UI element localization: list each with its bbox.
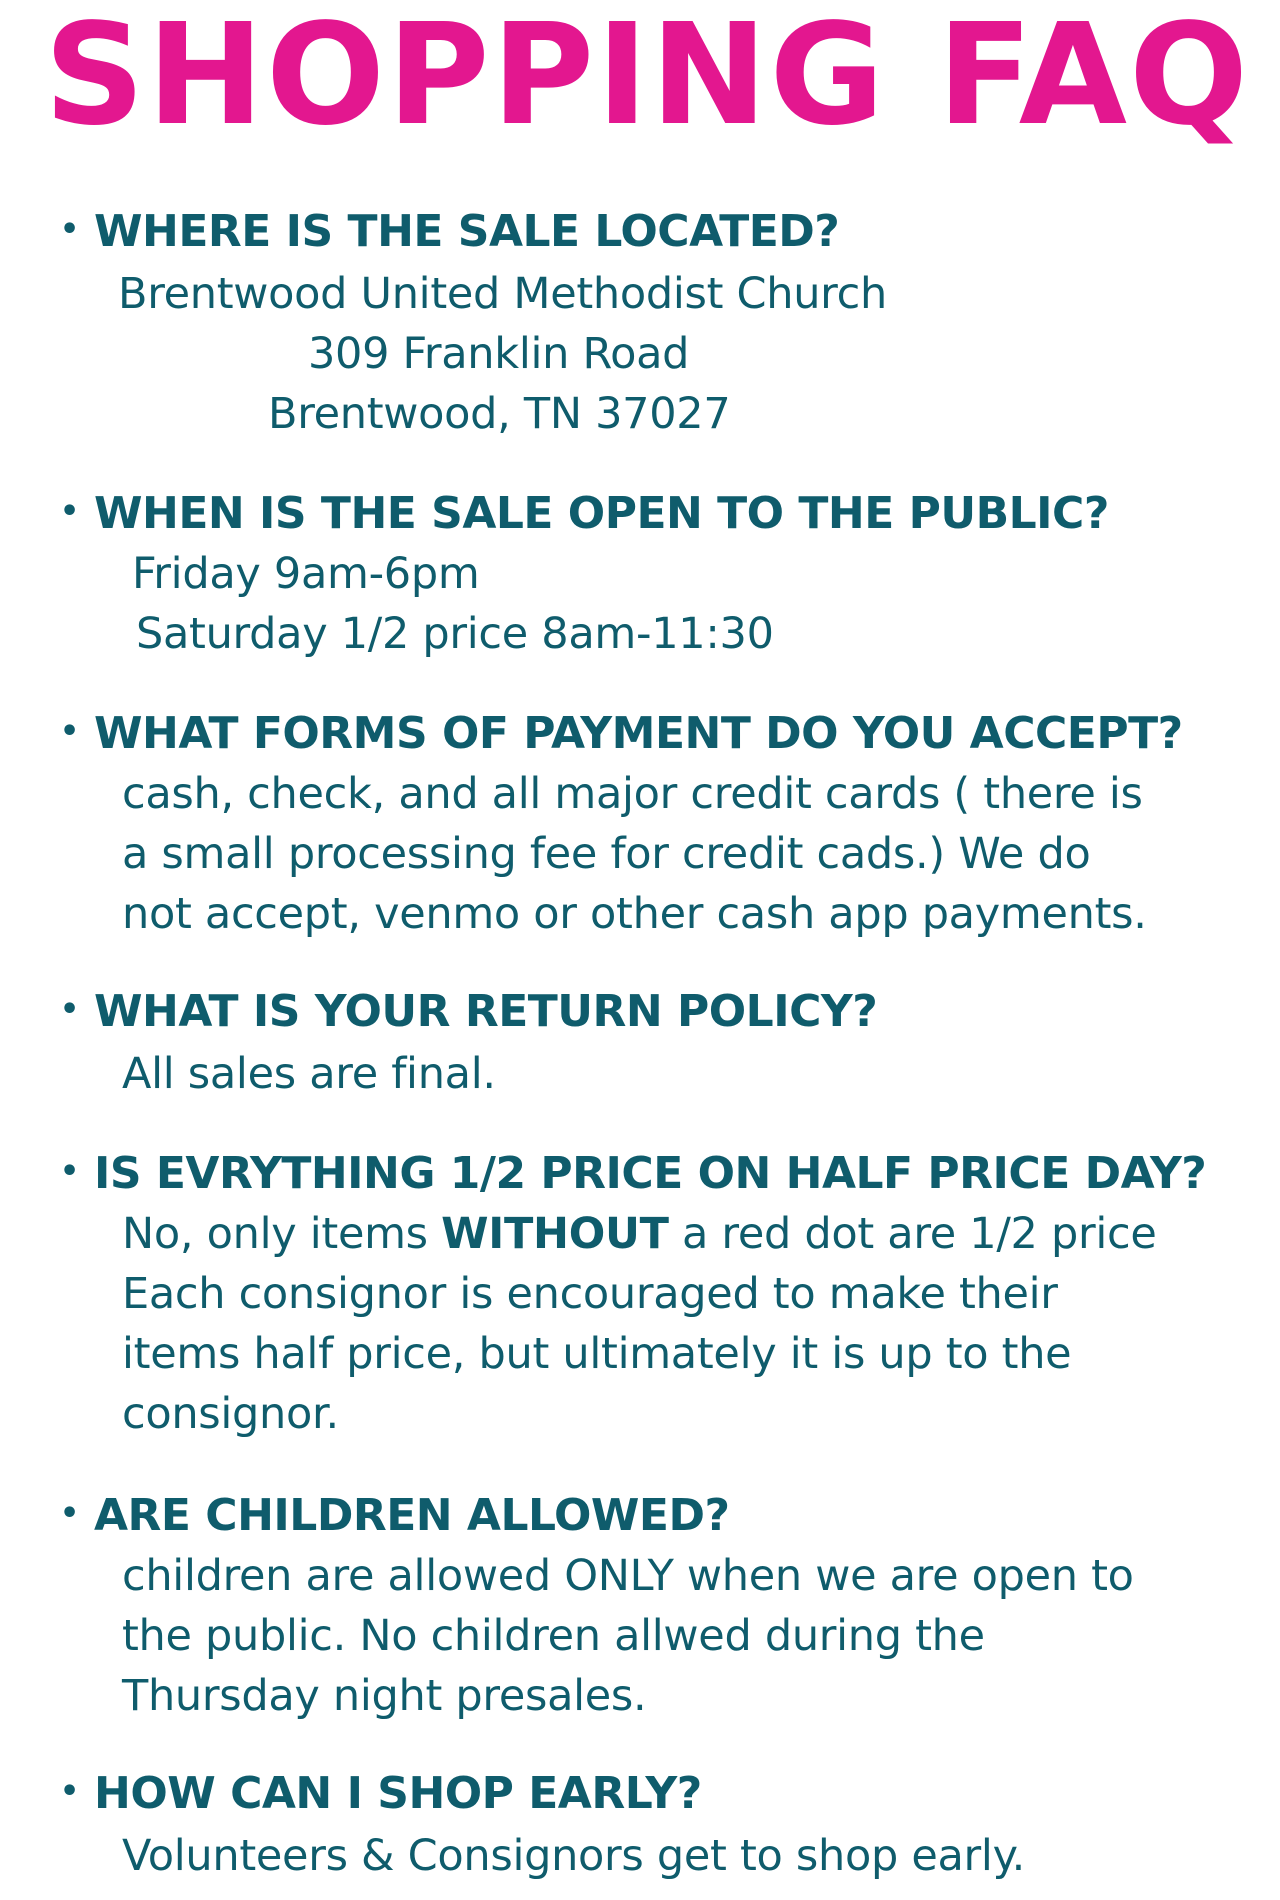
faq-answer-line: Thursday night presales. [122, 1671, 647, 1721]
faq-question [60, 708, 1183, 759]
faq-question [60, 1148, 1207, 1199]
faq-question-text: IS EVRYTHING 1/2 PRICE ON HALF PRICE DAY? [94, 1148, 1207, 1199]
faq-question [60, 986, 878, 1037]
faq-answer-line [122, 1204, 1156, 1264]
faq-question-text: HOW CAN I SHOP EARLY? [94, 1768, 702, 1819]
faq-answer-text: a red dot are 1/2 price [668, 1209, 1157, 1259]
faq-answer-line: Volunteers & Consignors get to shop early. [122, 1831, 1025, 1881]
page-title: SHOPPING FAQ [44, 0, 1251, 157]
faq-question [60, 206, 840, 257]
faq-answer-line: Each consignor is encouraged to make their [122, 1269, 1058, 1319]
faq-question-text: WHAT IS YOUR RETURN POLICY? [94, 986, 878, 1037]
faq-question-text: WHAT FORMS OF PAYMENT DO YOU ACCEPT? [94, 708, 1183, 759]
faq-question-text: ARE CHILDREN ALLOWED? [94, 1490, 730, 1541]
bullet-icon: • [60, 212, 79, 247]
bullet-icon: • [60, 1154, 79, 1189]
bullet-icon: • [60, 1774, 79, 1809]
faq-answer-line: 309 Franklin Road [308, 329, 690, 379]
faq-answer-line: All sales are final. [122, 1049, 496, 1099]
faq-question [60, 1768, 702, 1819]
faq-question [60, 1490, 730, 1541]
faq-answer-line: the public. No children allwed during the [122, 1611, 985, 1661]
faq-answer-line: not accept, venmo or other cash app payments. [122, 889, 1147, 939]
bullet-icon: • [60, 1496, 79, 1531]
faq-question [60, 488, 1109, 539]
bullet-icon: • [60, 992, 79, 1027]
faq-answer-line: a small processing fee for credit cads.) We do [122, 829, 1091, 879]
faq-answer-line: Saturday 1/2 price 8am-11:30 [136, 609, 774, 659]
bullet-icon: • [60, 494, 79, 529]
faq-answer-text: No, only items [122, 1209, 442, 1259]
faq-answer-line: consignor. [122, 1389, 339, 1439]
faq-question-text: WHERE IS THE SALE LOCATED? [94, 206, 840, 257]
faq-answer-line: Brentwood United Methodist Church [118, 269, 887, 319]
faq-answer-line: items half price, but ultimately it is up to the [122, 1329, 1072, 1379]
faq-answer-line: cash, check, and all major credit cards ( there is [122, 769, 1143, 819]
faq-question-text: WHEN IS THE SALE OPEN TO THE PUBLIC? [94, 488, 1109, 539]
faq-answer-line: children are allowed ONLY when we are open to [122, 1551, 1134, 1601]
faq-answer-line: Brentwood, TN 37027 [268, 389, 731, 439]
faq-answer-emphasis: WITHOUT [441, 1209, 669, 1259]
bullet-icon: • [60, 714, 79, 749]
faq-answer-line: Friday 9am-6pm [132, 549, 480, 599]
